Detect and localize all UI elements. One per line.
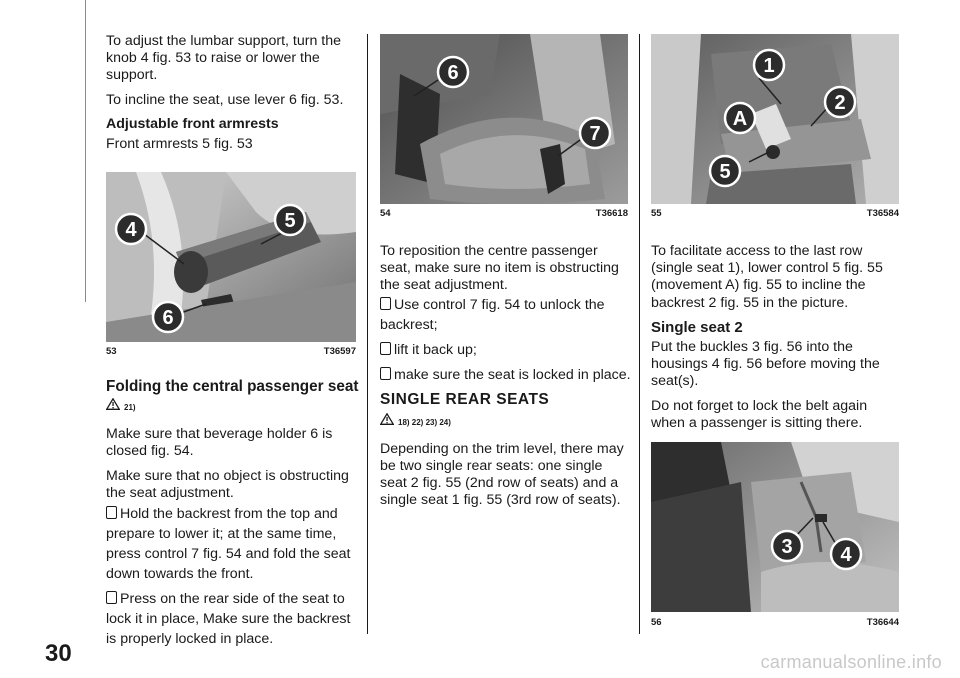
svg-text:6: 6 — [447, 62, 459, 84]
svg-text:5: 5 — [284, 210, 296, 232]
fig54-badge-7 — [580, 118, 610, 148]
bullet-icon — [380, 342, 391, 355]
fig54-caption — [380, 208, 628, 219]
warning-ref: 21) — [124, 403, 136, 413]
figure-56 — [651, 442, 899, 612]
column-3 — [651, 243, 901, 439]
column-2 — [380, 243, 632, 517]
column-divider-2 — [639, 34, 640, 634]
page-number: 30 — [45, 640, 72, 667]
lock-belt-paragraph: Do not forget to lock the belt again when a passenger is sitting there. — [651, 397, 868, 431]
fig55-caption — [651, 208, 899, 219]
buckles-paragraph: Put the buckles 3 fig. 56 into the housings 4 fig. 56 before moving the seat(s). — [651, 339, 880, 390]
bullet-icon — [106, 591, 117, 604]
svg-text:4: 4 — [125, 219, 137, 241]
fig55-badge-A — [725, 103, 755, 133]
svg-text:7: 7 — [589, 123, 601, 145]
fig55-badge-2 — [825, 87, 855, 117]
fig53-badge-6 — [153, 302, 183, 332]
fig54-badge-6 — [438, 57, 468, 87]
armrests-heading: Adjustable front armrests — [106, 115, 279, 132]
single-seats-paragraph: Depending on the trim level, there may be two single rear seats: one single seat 2 fig. 55 (2nd row of seats) and a single seat 1 fig. 55 (3rd row of seats). — [380, 440, 624, 509]
fig53-caption — [106, 346, 356, 357]
fig56-caption — [651, 617, 899, 628]
warning-note-18-24 — [380, 413, 632, 433]
watermark: carmanualsonline.info — [760, 652, 942, 672]
list-item: Press on the rear side of the seat to lock it in place, Make sure the backrest is properly locked in place. — [106, 591, 351, 648]
warning-icon — [106, 398, 120, 410]
fig55-badge-1 — [754, 50, 784, 80]
warning-ref: 18) 22) 23) 24) — [398, 417, 451, 427]
svg-text:6: 6 — [162, 307, 174, 329]
folding-heading: Folding the central passenger seat — [106, 378, 359, 395]
bullet-icon — [106, 506, 117, 519]
svg-text:1: 1 — [763, 55, 775, 77]
fig54-code: T36618 — [595, 208, 628, 219]
fig55-number: 55 — [651, 208, 662, 219]
bullet-icon — [380, 367, 391, 380]
fig56-badge-4 — [831, 539, 861, 569]
armrests-paragraph: Front armrests 5 fig. 53 — [106, 136, 253, 153]
bullet-icon — [380, 297, 391, 310]
section-side-title — [52, 300, 72, 320]
warning-icon — [380, 413, 394, 425]
fig53-code: T36597 — [323, 346, 356, 357]
figure-53 — [106, 172, 356, 342]
fig55-code: T36584 — [866, 208, 899, 219]
svg-text:4: 4 — [840, 544, 852, 566]
column-1-lower — [106, 378, 361, 654]
fig56-code: T36644 — [866, 617, 899, 628]
list-item: Hold the backrest from the top and prepare to lower it; at the same time, press control 7 fig. 54 and fold the seat down towards the front. — [106, 506, 351, 583]
svg-text:3: 3 — [781, 536, 793, 558]
list-item: make sure the seat is locked in place. — [380, 365, 632, 385]
list-item: Use control 7 fig. 54 to unlock the backrest; — [380, 296, 605, 333]
column-divider-1 — [367, 34, 368, 634]
column-1 — [106, 33, 358, 160]
side-divider — [85, 0, 86, 302]
access-paragraph: To facilitate access to the last row (single seat 1), lower control 5 fig. 55 (movement A) fig. 55 to incline the backrest 2 fig. 55 in the picture. — [651, 243, 883, 311]
svg-text:5: 5 — [719, 161, 731, 183]
single-seat-2-heading: Single seat 2 — [651, 318, 743, 336]
list-item: lift it back up; — [380, 340, 632, 360]
fig54-number: 54 — [380, 208, 391, 219]
incline-paragraph: To incline the seat, use lever 6 fig. 53. — [106, 91, 344, 108]
fig53-badge-4 — [116, 214, 146, 244]
figure-54 — [380, 34, 628, 204]
warning-note-21 — [106, 398, 361, 418]
svg-text:A: A — [732, 108, 748, 130]
fig56-badge-3 — [772, 531, 802, 561]
fig53-number: 53 — [106, 346, 117, 357]
fig56-number: 56 — [651, 617, 662, 628]
reposition-paragraph: To reposition the centre passenger seat, make sure no item is obstructing the seat adjustment. — [380, 243, 619, 294]
fig55-badge-5 — [710, 156, 740, 186]
lumbar-paragraph: To adjust the lumbar support, turn the knob 4 fig. 53 to raise or lower the support. — [106, 33, 342, 84]
figure-55 — [651, 34, 899, 204]
single-rear-seats-heading: SINGLE REAR SEATS — [380, 390, 550, 408]
obstruct-paragraph: Make sure that no object is obstructing the seat adjustment. — [106, 467, 349, 501]
fig53-badge-5 — [275, 205, 305, 235]
beverage-paragraph: Make sure that beverage holder 6 is closed fig. 54. — [106, 426, 333, 460]
svg-text:2: 2 — [834, 92, 846, 114]
